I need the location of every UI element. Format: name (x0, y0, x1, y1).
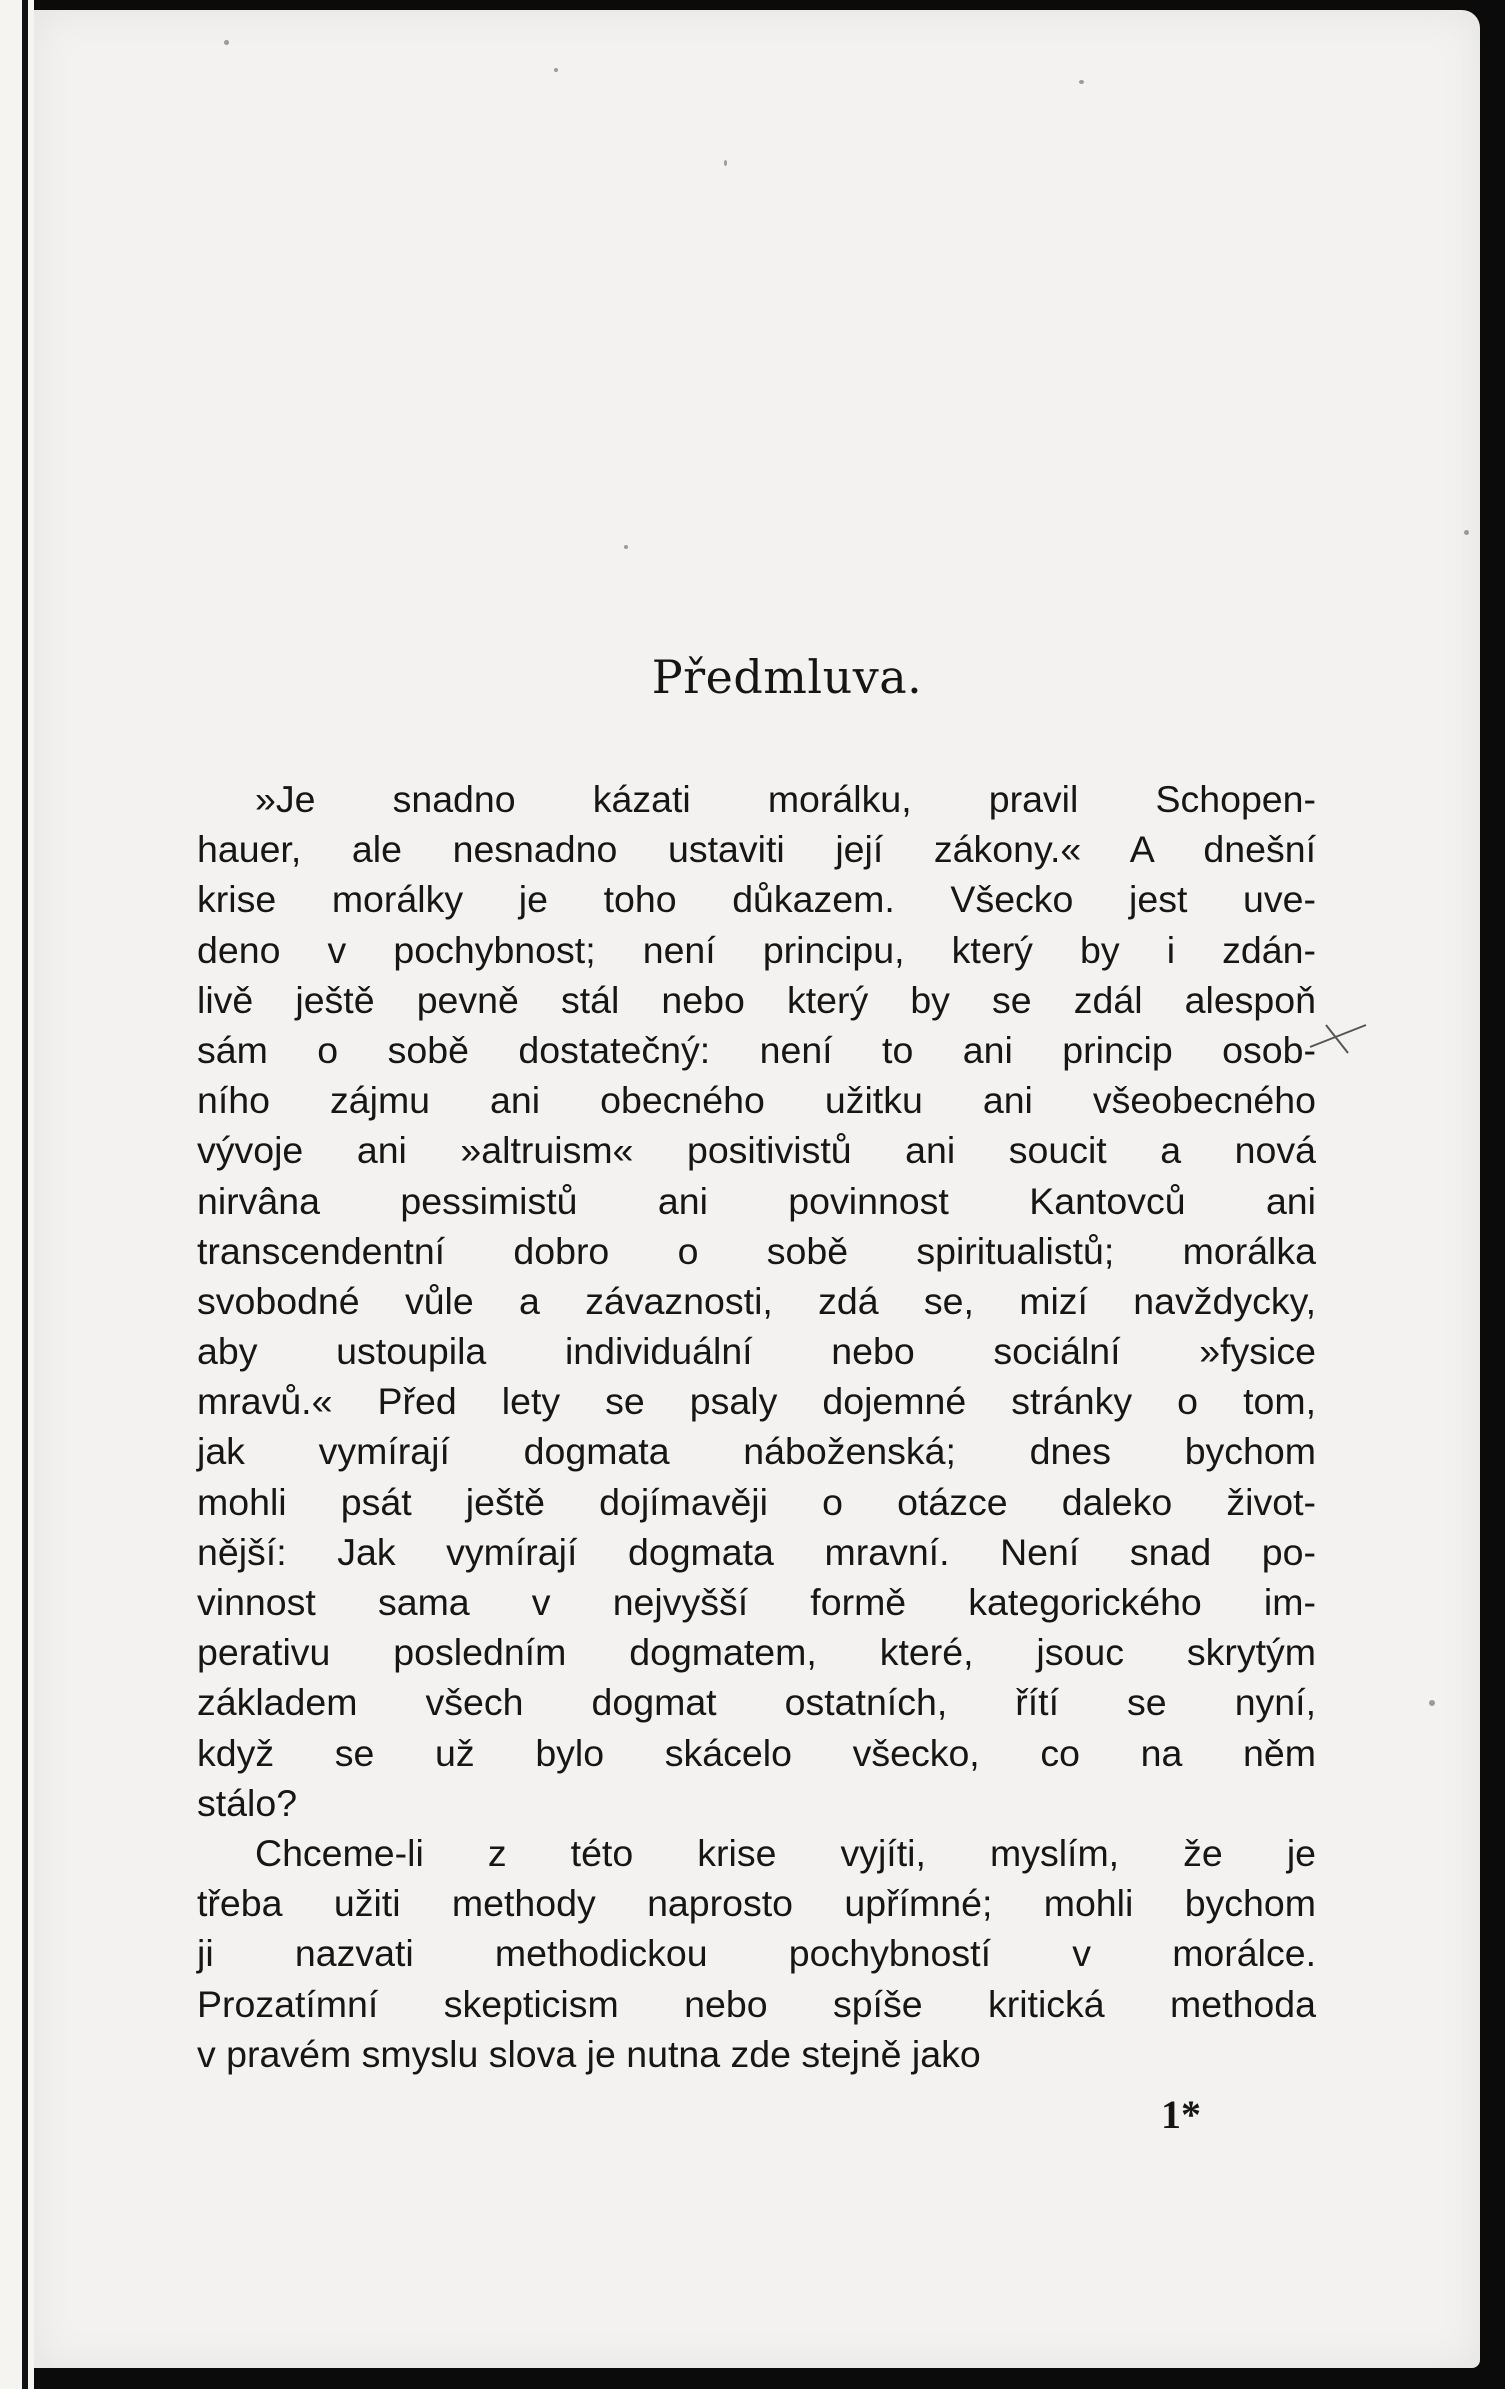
page-number: 1* (1161, 2092, 1201, 2137)
book-page (34, 10, 1480, 2368)
page-title: Předmluva. (651, 650, 923, 704)
paragraph-2 (197, 1828, 1316, 2079)
text-line: krise morálky je toho důkazem. Všecko jest uve- (197, 878, 1316, 921)
text-line: sám o sobě dostatečný: není to ani princip osob- (197, 1028, 1316, 1071)
text-line: livě ještě pevně stál nebo který by se zdál alespoň (197, 978, 1316, 1021)
text-line: transcendentní dobro o sobě spiritualistů; morálka (197, 1229, 1316, 1272)
text-line: když se už bylo skácelo všecko, co na něm (197, 1731, 1316, 1774)
paper-speck (554, 68, 558, 72)
text-line: Prozatímní skepticism nebo spíše kritická methoda (197, 1982, 1316, 2025)
text-line: ji nazvati methodickou pochybností v morálce. (197, 1932, 1316, 1975)
text-line: deno v pochybnost; není principu, který by i zdán- (197, 928, 1316, 971)
text-line: základem všech dogmat ostatních, řítí se nyní, (197, 1681, 1316, 1724)
body-text (197, 774, 1316, 2079)
paragraph-1 (197, 774, 1316, 1828)
text-line: mohli psát ještě dojímavěji o otázce daleko život- (197, 1480, 1316, 1523)
text-line: perativu posledním dogmatem, které, jsouc skrytým (197, 1631, 1316, 1674)
text-line: jak vymírají dogmata náboženská; dnes bychom (197, 1430, 1316, 1473)
binding-edge (22, 0, 28, 2389)
paper-speck (224, 40, 229, 45)
margin-cross-mark (1304, 1017, 1374, 1057)
text-line: Chceme-li z této krise vyjíti, myslím, že je (255, 1831, 1316, 1874)
text-line: aby ustoupila individuální nebo sociální »fysice (197, 1330, 1316, 1373)
paper-speck (1079, 80, 1084, 84)
text-line: hauer, ale nesnadno ustaviti její zákony.« A dnešní (197, 828, 1316, 871)
text-line: třeba užiti methody naprosto upřímné; mohli bychom (197, 1882, 1316, 1925)
text-line: svobodné vůle a závaznosti, zdá se, mizí navždycky, (197, 1279, 1316, 1322)
paper-speck (1464, 530, 1469, 535)
text-line: ního zájmu ani obecného užitku ani všeobecného (197, 1079, 1316, 1122)
text-line: »Je snadno kázati morálku, pravil Schopen- (255, 778, 1316, 820)
text-line: stálo? (197, 1781, 298, 1824)
text-line: nirvâna pessimistů ani povinnost Kantovců ani (197, 1179, 1316, 1222)
text-line: vinnost sama v nejvyšší formě kategorického im- (197, 1581, 1316, 1623)
paper-speck (1429, 1700, 1435, 1706)
text-line: mravů.« Před lety se psaly dojemné stránky o tom, (197, 1380, 1316, 1423)
book-spine (0, 0, 34, 2389)
paper-speck (724, 160, 727, 166)
text-line: v pravém smyslu slova je nutna zde stejně jako (197, 2032, 981, 2075)
text-line: nější: Jak vymírají dogmata mravní. Není snad po- (197, 1530, 1316, 1573)
paper-speck (624, 545, 628, 549)
text-line: vývoje ani »altruism« positivistů ani soucit a nová (197, 1129, 1316, 1172)
